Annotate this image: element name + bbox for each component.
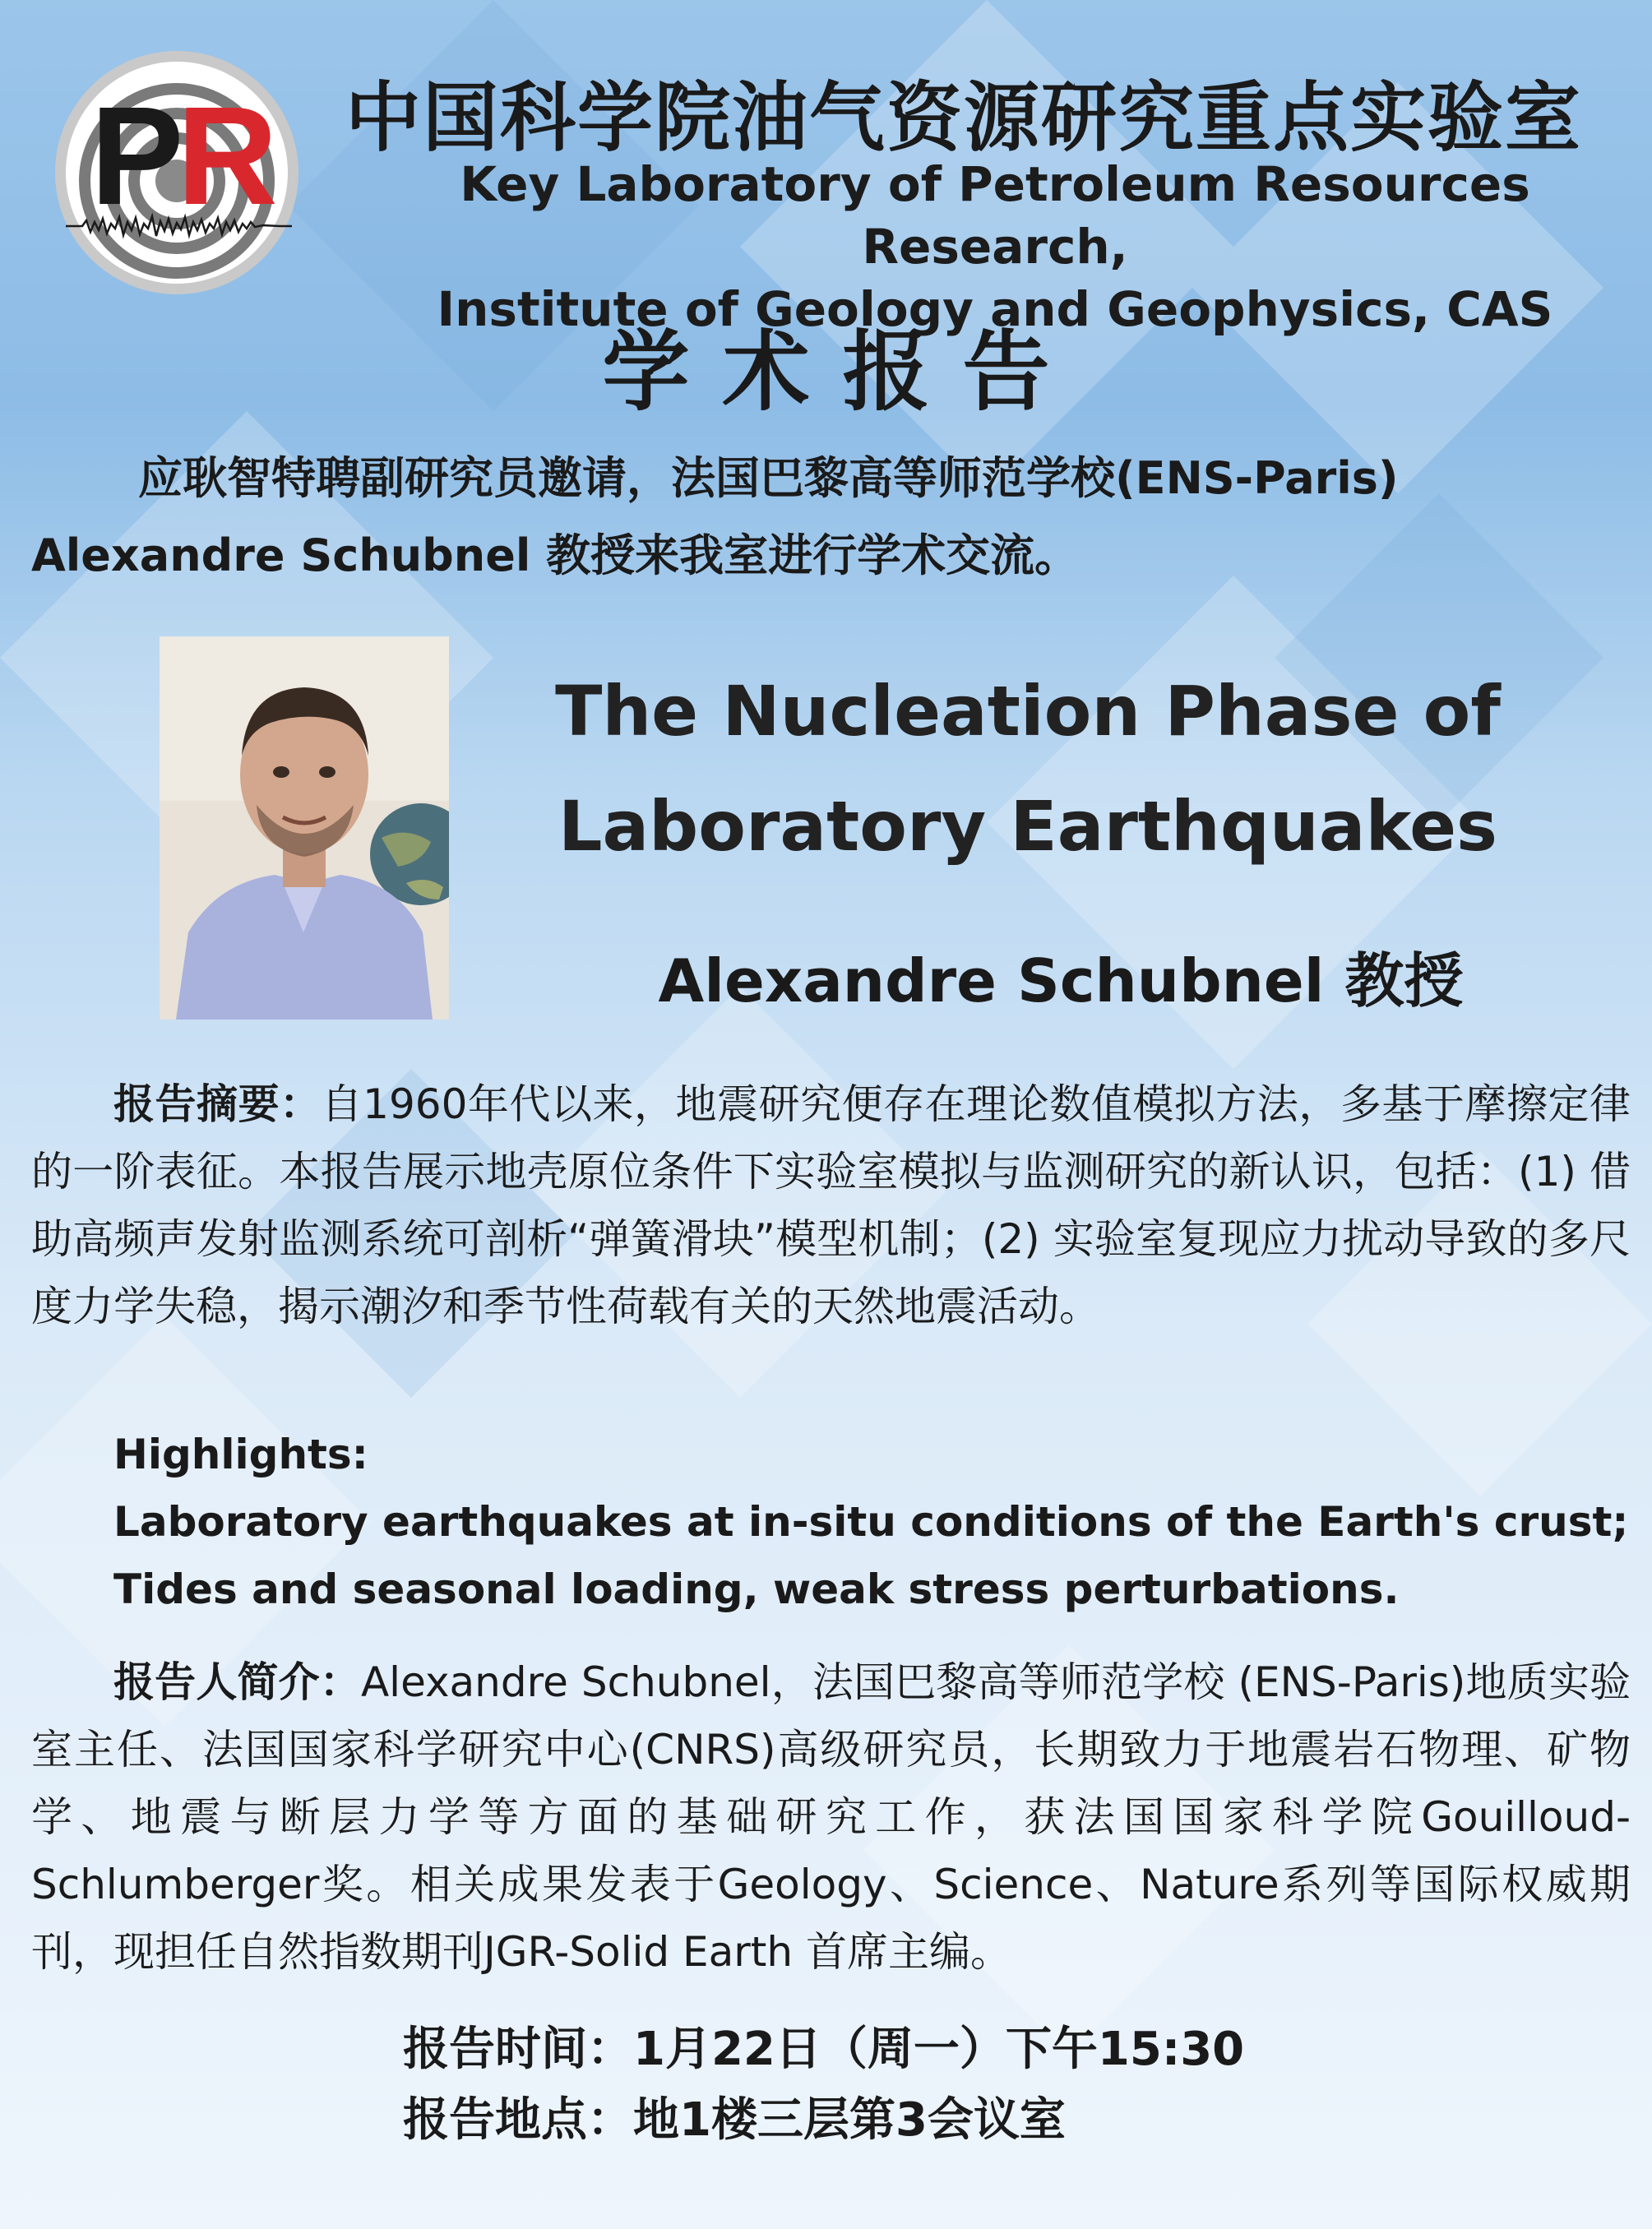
time-label: 报告时间：: [403, 2023, 633, 2076]
place-label: 报告地点：: [403, 2093, 633, 2147]
lab-title-cn: 中国科学院油气资源研究重点实验室: [345, 74, 1583, 162]
highlights: [113, 1421, 1643, 1623]
intro-line1: 应耿智特聘副研究员邀请，法国巴黎高等师范学校(ENS-Paris): [138, 452, 1399, 504]
highlight-item-2: Tides and seasonal loading, weak stress perturbations.: [113, 1565, 1400, 1613]
logo-letter-r: R: [177, 78, 278, 234]
intro-line2: Alexandre Schubnel 教授来我室进行学术交流。: [31, 530, 1080, 581]
logo-letter-p: P: [90, 78, 184, 234]
invitation-intro: [31, 440, 1627, 594]
time-value: 1月22日（周一）下午15:30: [633, 2023, 1245, 2076]
speaker-bio-paragraph: [31, 1649, 1631, 1986]
event-time: [403, 2014, 1390, 2085]
speaker-name: Alexandre Schubnel 教授: [658, 946, 1464, 1015]
event-place: [403, 2085, 1390, 2156]
speaker-photo: [160, 636, 449, 1020]
highlight-item-1: Laboratory earthquakes at in-situ conditions of the Earth's crust;: [113, 1498, 1629, 1546]
abstract-paragraph: [31, 1071, 1631, 1340]
abstract-text: 自1960年代以来，地震研究便存在理论数值模拟方法，多基于摩擦定律的一阶表征。本报告展示地壳原位条件下实验室模拟与监测研究的新认识，包括：(1) 借助高频声发射监测系统可剖析“弹簧滑块”模型机制；(2) 实验室复现应力扰动导致的多尺度力学失稳，揭示潮汐和季节性荷载有关的天然地震活动。: [31, 1080, 1631, 1330]
lab-title-en-line1: Key Laboratory of Petroleum Resources Research,: [460, 156, 1530, 275]
lab-logo: [33, 49, 321, 296]
bio-text: Alexandre Schubnel，法国巴黎高等师范学校 (ENS-Paris)地质实验室主任、法国国家科学研究中心(CNRS)高级研究员，长期致力于地震岩石物理、矿物学、地震与断层力学等方面的基础研究工作，获法国国家科学院Gouilloud-Schlumberger奖。相关成果发表于Geology、Science、Nature系列等国际权威期刊，现担任自然指数期刊JGR-Solid Earth 首席主编。: [31, 1658, 1631, 1976]
abstract-label: 报告摘要：: [113, 1080, 322, 1128]
talk-title-line1: The Nucleation Phase of: [555, 671, 1501, 751]
report-heading: 学术报告: [602, 321, 1083, 423]
event-info: [403, 2014, 1390, 2156]
place-value: 地1楼三层第3会议室: [633, 2093, 1066, 2147]
talk-title-line2: Laboratory Earthquakes: [558, 786, 1498, 867]
bio-label: 报告人简介：: [113, 1658, 361, 1706]
highlights-label: Highlights:: [113, 1431, 368, 1478]
lab-title-en-line2: Institute of Geology and Geophysics, CAS: [437, 281, 1553, 337]
talk-title: [526, 654, 1529, 884]
